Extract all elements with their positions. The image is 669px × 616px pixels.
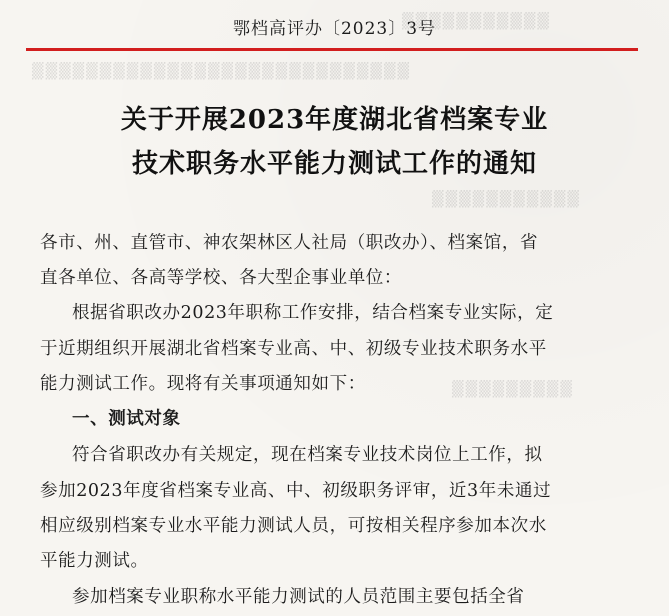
document-title-line-1: 关于开展2023年度湖北省档案专业 bbox=[120, 105, 549, 135]
intro-line-2: 于近期组织开展湖北省档案专业高、中、初级专业技术职务水平 bbox=[40, 339, 547, 359]
paragraph-line: 相应级别档案专业水平能力测试人员，可按相关程序参加本次水 bbox=[40, 516, 547, 536]
paragraph-line: 符合省职改办有关规定，现在档案专业技术岗位上工作，拟 bbox=[72, 445, 543, 465]
section-heading: 一、测试对象 bbox=[72, 409, 181, 429]
paragraph-line: 平能力测试。 bbox=[40, 551, 149, 571]
document-number: 鄂档高评办〔2023〕3号 bbox=[232, 19, 437, 39]
red-separator-line bbox=[26, 48, 638, 51]
addressee-line-1: 各市、州、直管市、神农架林区人社局（职改办）、档案馆，省 bbox=[40, 233, 539, 253]
bleed-through-texture: ▒▒▒▒▒▒▒▒▒▒▒ bbox=[400, 12, 549, 30]
bleed-through-texture: ▒▒▒▒▒▒▒▒▒ bbox=[450, 380, 572, 398]
addressee-line-2: 直各单位、各高等学校、各大型企事业单位： bbox=[40, 268, 402, 288]
paragraph-line: 参加档案专业职称水平能力测试的人员范围主要包括全省 bbox=[72, 587, 525, 607]
document-title-line-2: 技术职务水平能力测试工作的通知 bbox=[131, 149, 537, 179]
intro-line-1: 根据省职改办2023年职称工作安排，结合档案专业实际，定 bbox=[72, 303, 554, 323]
bleed-through-texture: ▒▒▒▒▒▒▒▒▒▒▒▒▒▒▒▒▒▒▒▒▒▒▒▒▒▒▒▒ bbox=[30, 62, 409, 80]
paragraph-line: 参加2023年度省档案专业高、中、初级职务评审，近3年未通过 bbox=[40, 481, 552, 501]
bleed-through-texture: ▒▒▒▒▒▒▒▒▒▒▒ bbox=[430, 190, 579, 208]
intro-line-3: 能力测试工作。现将有关事项通知如下： bbox=[40, 374, 366, 394]
